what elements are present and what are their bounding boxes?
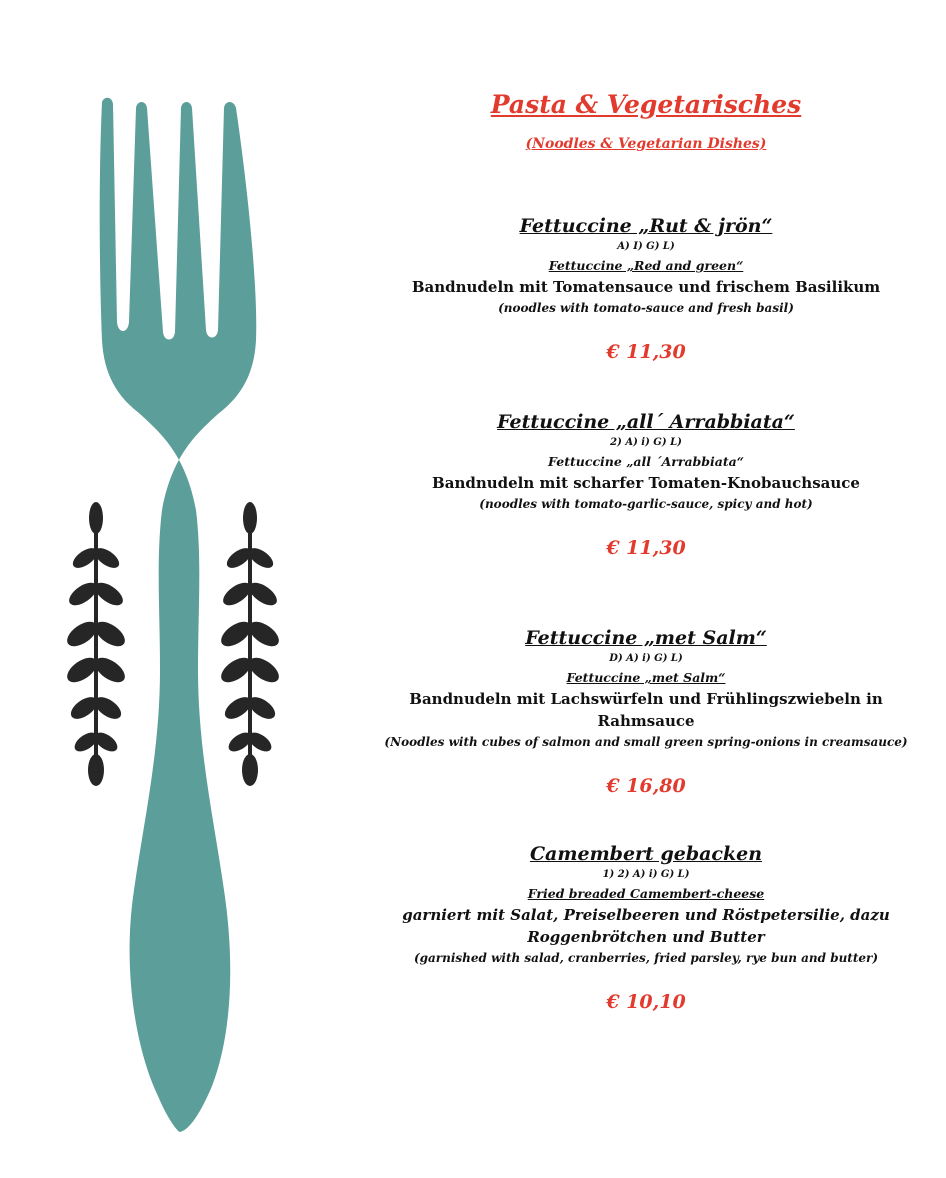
dish-english-name: Fettuccine „all ´Arrabbiata“ bbox=[548, 454, 744, 469]
dish-camembert bbox=[360, 842, 932, 1014]
dish-price: € 11,30 bbox=[606, 341, 686, 363]
fork-icon bbox=[100, 97, 259, 1132]
allergen-codes: D) A) i) G) L) bbox=[609, 653, 683, 664]
dish-english-name: Fettuccine „Red and green“ bbox=[548, 258, 744, 273]
dish-name: Camembert gebacken bbox=[529, 843, 763, 865]
dish-name: Fettuccine „Rut & jrön“ bbox=[519, 215, 773, 237]
dish-description-de: Bandnudeln mit Tomatensauce und frischem Basilikum bbox=[411, 278, 881, 296]
menu-content bbox=[360, 88, 932, 1013]
dish-english-name: Fettuccine „met Salm“ bbox=[566, 670, 726, 685]
dish-description-de: Bandnudeln mit scharfer Tomaten-Knobauchsauce bbox=[432, 474, 860, 492]
page-title: Pasta & Vegetarisches bbox=[490, 90, 802, 119]
dish-arrabbiata bbox=[360, 410, 932, 560]
dish-description-de-line2: Roggenbrötchen und Butter bbox=[527, 928, 765, 946]
allergen-codes: A) I) G) L) bbox=[617, 241, 675, 252]
dish-name: Fettuccine „met Salm“ bbox=[525, 627, 767, 649]
allergen-codes: 1) 2) A) i) G) L) bbox=[602, 869, 690, 880]
allergen-codes: 2) A) i) G) L) bbox=[610, 437, 682, 448]
dish-description-en: (noodles with tomato-garlic-sauce, spicy and hot) bbox=[479, 497, 813, 511]
dish-description-en: (noodles with tomato-sauce and fresh basil) bbox=[498, 301, 794, 315]
dish-price: € 10,10 bbox=[606, 991, 686, 1013]
dish-english-name: Fried breaded Camembert-cheese bbox=[527, 886, 765, 901]
page-subtitle: (Noodles & Vegetarian Dishes) bbox=[525, 136, 767, 152]
dish-description-de: Bandnudeln mit Lachswürfeln und Frühlingszwiebeln in Rahmsauce bbox=[409, 690, 883, 730]
dish-met-salm bbox=[360, 626, 932, 798]
dish-description-de-line1: garniert mit Salat, Preiselbeeren und Röstpetersilie, dazu bbox=[402, 906, 890, 924]
dish-description-en: (Noodles with cubes of salmon and small green spring-onions in creamsauce) bbox=[384, 735, 908, 749]
dish-name: Fettuccine „all´ Arrabbiata“ bbox=[497, 411, 795, 433]
dish-price: € 11,30 bbox=[606, 537, 686, 559]
dish-price: € 16,80 bbox=[606, 775, 686, 797]
dish-rut-joen bbox=[360, 214, 932, 364]
dish-description-en: (garnished with salad, cranberries, fried parsley, rye bun and butter) bbox=[413, 951, 879, 965]
fork-illustration bbox=[60, 90, 300, 1140]
